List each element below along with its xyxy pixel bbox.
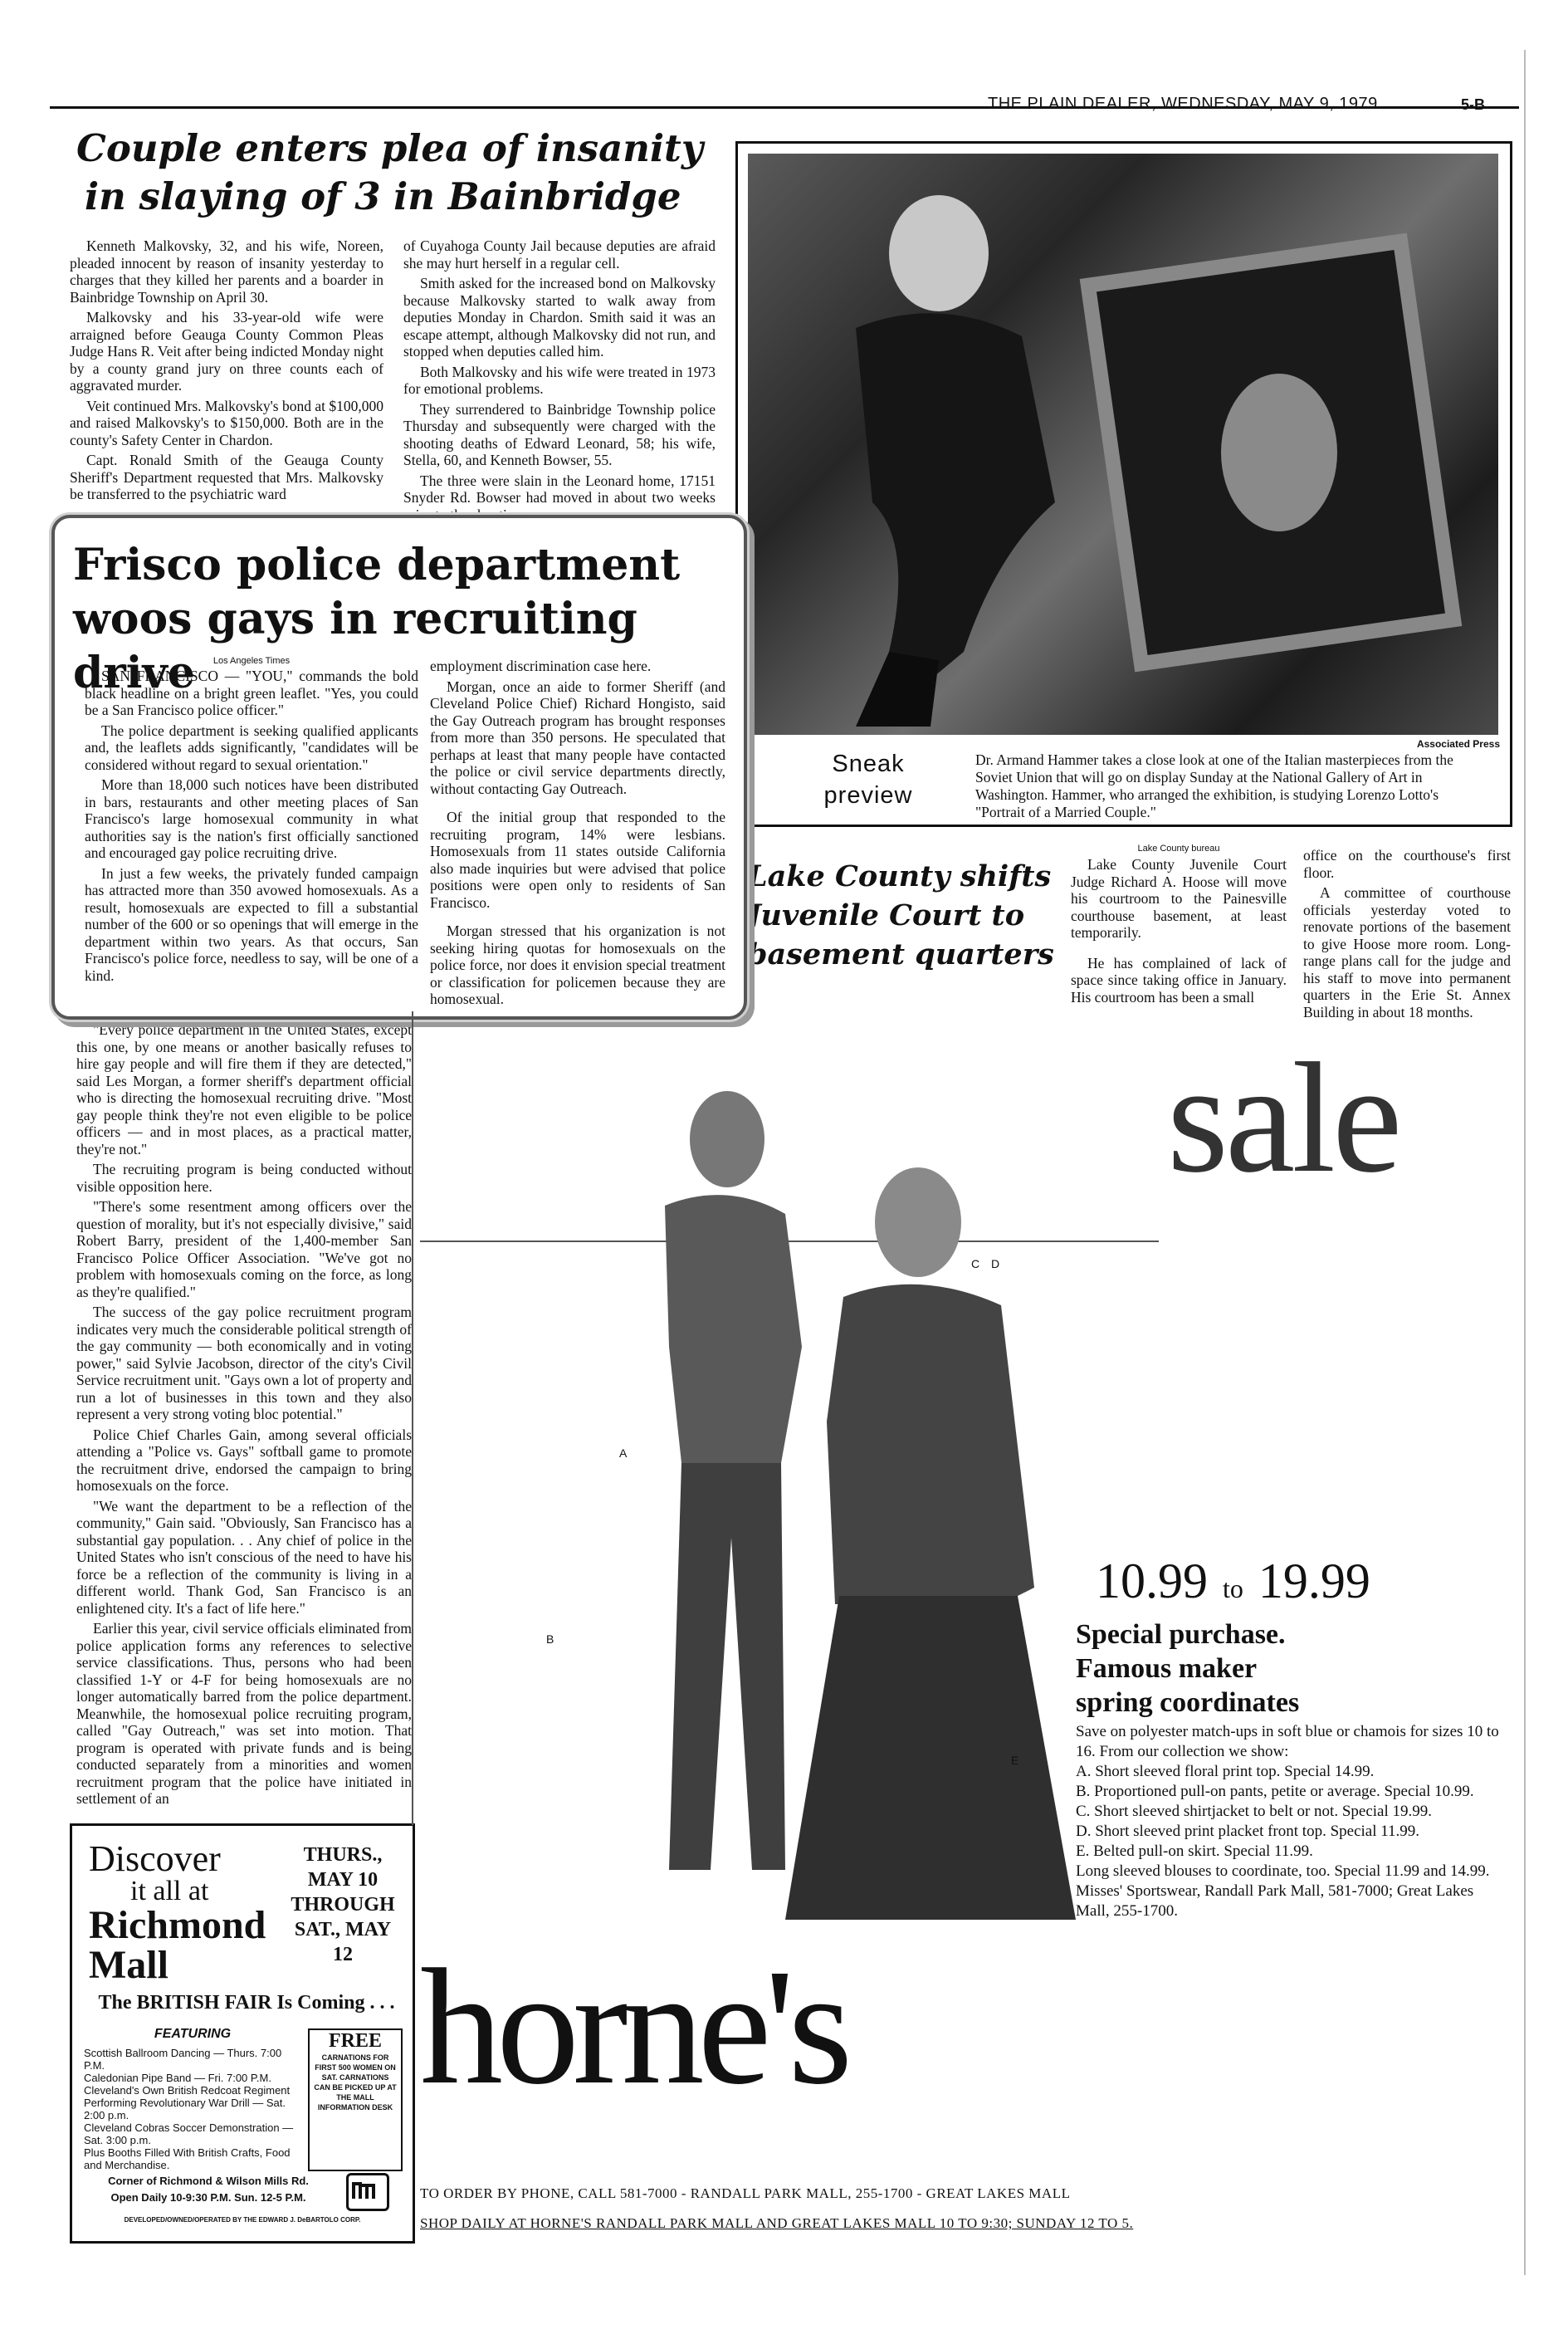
label-b: B <box>546 1632 554 1646</box>
column-rule-right <box>1524 50 1526 2275</box>
store-hours-line: SHOP DAILY AT HORNE'S RANDALL PARK MALL AND GREAT LAKES MALL 10 TO 9:30; SUNDAY 12 TO 5. <box>420 2215 1134 2231</box>
fair-dates: THURS., MAY 10 THROUGH SAT., MAY 12 <box>291 1844 395 1965</box>
ad-copy: Save on polyester match-ups in soft blue or chamois for sizes 10 to 16. From our collection we show: A. Short sleeved floral print top. Special 14.99. B. Proportioned pull-on pants, petite or average. Special 10.99. C. Short sleeved shirtjacket to belt or not. Special 19.99. D. Short sleeved print placket front top. Special 11.99. E. Belted pull-on skirt. Special 11.99. Long sleeved blouses to coordinate, too. Special 11.99 and 14.99. Misses' Sportswear, Randall Park Mall, 581-7000; Great Lakes Mall, 255-1700. <box>1076 1723 1499 1920</box>
page-number: 5-B <box>1461 96 1486 113</box>
label-c: C <box>971 1257 980 1270</box>
mall-logo-icon <box>346 2173 389 2211</box>
discover-text: Discover it all at Richmond Mall <box>89 1838 266 1987</box>
m-logo-icon <box>349 2175 382 2204</box>
frisco-continuation: "Every police department in the United States, except this one, by one means or another basically refuses to hire gay people and will fire them if they are detected," said Les Morgan, a former sheriff's department official who is directing the homosexual recruiting drive. "Most gay people think they're not even eligible to be police officers — and in most places, as a practical matter, they're not." The recruiting program is being conducted without visible opposition here. "There's some resentment among officers over the question of morality, but it's not especially divisive," said Robert Barry, president of the 1,400-member San Francisco Police Officer Association. "We've got no problem with homosexuals coming on the force, as long as they're qualified." The success of the gay police recruitment program indicates very much the considerable political strength of the gay community — both economically and in voting power," said Sylvie Jacobson, director of the city's Civil Service recruitment unit. "Gays own a lot of property and run a lot of businesses in this town and they also represent a very strong voting bloc potential." Police Chief Charles Gain, among several officials attending a "Police vs. Gays" softball game to promote the recruitment drive, endorsed the campaign to bring homosexuals on the force. "We want the department to be a reflection of the community," Gain said. "Obviously, San Francisco has a substantial gay population. . . Any chief of police in the United States who isn't conscious of the need to have his force be a reflection of the community is living in a different world. Thank God, San Francisco is an enlightened city. It's a fact of life here." Earlier this year, civil service officials eliminated from police application forms any references to selective service classifications. Thus, persons who had been classified 1-Y or 4-F for being homosexuals are no longer automatically barred from the police department. Meanwhile, the homosexual police recruiting program, called "Gay Outreach," was set into motion. That program is operated with private funds and is being conducted separately from a minorities and women recruitment program that the police have initiated in settlement of an <box>76 1021 412 1807</box>
hornes-ad <box>420 1023 1519 2260</box>
hornes-logo: horne's <box>420 1935 847 2119</box>
lake-county-column-2: office on the courthouse's first floor. A committee of courthouse officials yesterday voted to renovate portions of the basement to give Hoose more room. Long-range plans call for the judge and his staff to move into permanent quarters in the Erie St. Annex Building in about 18 months. <box>1303 847 1511 1020</box>
hammer-photo-frame <box>735 141 1512 827</box>
hammer-photo-illustration <box>748 154 1498 735</box>
lake-county-column-1: Lake County bureau Lake County Juvenile Court Judge Richard A. Hoose will move his courtroom to the Painesville courthouse basement, at least temporarily. He has complained of lack of space since taking office in January. His courtroom has been a small <box>1071 844 1287 1006</box>
mall-hours: Open Daily 10-9:30 P.M. Sun. 12-5 P.M. <box>110 2191 306 2204</box>
price-range: 10.99 to 19.99 <box>1096 1554 1370 1608</box>
label-d: D <box>991 1257 1000 1270</box>
column-rule <box>412 1011 413 1825</box>
label-a: A <box>619 1446 628 1460</box>
mall-location: Corner of Richmond & Wilson Mills Rd. <box>108 2175 309 2187</box>
photo-caption: Dr. Armand Hammer takes a close look at one of the Italian masterpieces from the Soviet Union that will go on display Sunday at the National Gallery of Art in Washington. Hammer, who arranged the exhibition, is studying Lorenzo Lotto's "Portrait of a Married Couple." <box>975 751 1453 820</box>
label-e: E <box>1011 1754 1019 1767</box>
phone-order-line: TO ORDER BY PHONE, CALL 581-7000 - RANDALL PARK MALL, 255-1700 - GREAT LAKES MALL <box>420 2185 1071 2201</box>
ad-headline: Special purchase. Famous maker spring coordinates <box>1076 1619 1300 1718</box>
richmond-mall-ad <box>70 1823 415 2244</box>
malkovsky-headline: Couple enters plea of insanity in slaying of 3 in Bainbridge <box>76 126 703 218</box>
malkovsky-column-1: Kenneth Malkovsky, 32, and his wife, Noreen, pleaded innocent by reason of insanity yesterday to charges that they killed her parents and a boarder in Bainbridge Township on April 30. Malkovsky and his 33-year-old wife were arraigned before Geauga County Common Pleas Judge Hans R. Veit after being indicted Monday night by a county grand jury on three counts each of aggravated murder. Veit continued Mrs. Malkovsky's bond at $100,000 and raised Malkovsky's to $150,000. Both are in the county's Safety Center in Chardon. Capt. Ronald Smith of the Geauga County Sheriff's Department requested that Mrs. Malkovsky be transferred to the psychiatric ward <box>70 237 383 502</box>
models-illustration <box>453 1073 1117 1936</box>
free-carnations-box: FREE CARNATIONS FOR FIRST 500 WOMEN ON SAT. CARNATIONS CAN BE PICKED UP AT THE MALL INFORMATION DESK <box>308 2028 403 2171</box>
frisco-column-1: Los Angeles Times SAN FRANCISCO — "YOU," commands the bold black headline on a bright green leaflet. "Yes, you could be a San Francisco police officer." The police department is seeking qualified applicants and, the leaflets adds significantly, "candidates will be considered without regard to sexual orientation." More than 18,000 such notices have been distributed in bars, restaurants and other meeting places of San Francisco's large homosexual community in what authorities say is the nation's first officially sanctioned and encouraged gay police recruiting drive. In just a few weeks, the privately funded campaign has attracted more than 350 avowed homosexuals. As a result, homosexuals are expected to fill a substantial number of the 600 or so openings that will emerge in the department within two years. As that occurs, San Francisco's police force, needless to say, will be one of a kind. <box>85 656 418 984</box>
frisco-column-2: employment discrimination case here. Morgan, once an aide to former Sheriff (and Cleveland Police Chief) Richard Hongisto, said the Gay Outreach program has brought responses from more than 350 persons. He speculated that perhaps at least that many people have contacted the police or civil service departments directly, without contacting Gay Outreach. Of the initial group that responded to the recruiting program, 14% were lesbians. Homosexuals from 11 states outside California also made inquiries but were advised that police positions were open only to residents of San Francisco. Morgan stressed that his organization is not seeking hiring quotas for homosexuals on the police force, nor does it envision special treatment or classification for policemen because they are homosexual. <box>430 658 725 1007</box>
featuring-label: FEATURING <box>154 2027 232 2041</box>
photo-credit: Associated Press <box>1416 738 1500 750</box>
events-list: Scottish Ballroom Dancing — Thurs. 7:00 P.M. Caledonian Pipe Band — Fri. 7:00 P.M. Cleveland's Own British Redcoat Regiment Performing Revolutionary War Drill — Sat. 2:00 p.m. Cleveland Cobras Soccer Demonstration — Sat. 3:00 p.m. Plus Booths Filled With British Crafts, Food and Merchandise. <box>84 2047 294 2171</box>
lake-county-headline: Lake County shifts Juvenile Court to basement quarters <box>747 859 1054 971</box>
malkovsky-column-2: of Cuyahoga County Jail because deputies are afraid she may hurt herself in a regular cell. Smith asked for the increased bond on Malkovsky because Malkovsky started to walk away from deputies Monday in Chardon. Smith said it was an escape attempt, although Malkovsky did not run, and stopped when deputies called him. Both Malkovsky and his wife were treated in 1973 for emotional problems. They surrendered to Bainbridge Township police Thursday and subsequently were charged with the shooting deaths of Edward Leonard, 58; his wife, Stella, 60, and Kenneth Bowser, 55. The three were slain in the Leonard home, 17151 Snyder Rd. Bowser had moved in about two weeks <box>403 237 716 506</box>
frisco-headline: Frisco police department woos gays in recruiting drive <box>73 540 681 698</box>
dateline: THE PLAIN DEALER, WEDNESDAY, MAY 9, 1979 <box>988 95 1378 113</box>
developer-credit: DEVELOPED/OWNED/OPERATED BY THE EDWARD J. DeBARTOLO CORP. <box>124 2216 361 2224</box>
photo-label: Sneak preview <box>823 751 913 809</box>
sale-wordmark: sale <box>1167 1031 1399 1206</box>
british-fair-title: The BRITISH FAIR Is Coming . . . <box>98 1992 395 2014</box>
hammer-photo <box>748 154 1498 735</box>
